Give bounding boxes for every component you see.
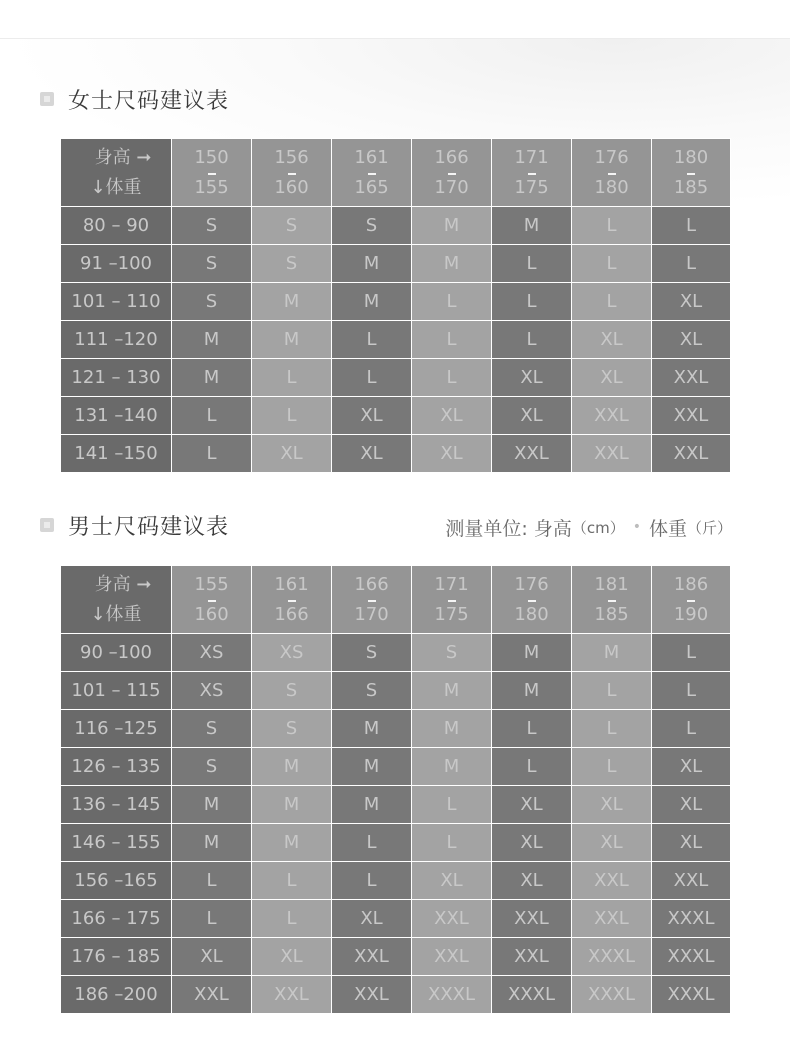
men-size-table — [60, 565, 731, 1014]
women-title-text: 女士尺码建议表 — [68, 88, 230, 114]
size-cell: M — [252, 321, 332, 359]
table-row — [61, 824, 731, 862]
height-range-start: 176 — [572, 143, 651, 173]
size-cell: M — [412, 672, 492, 710]
size-cell: L — [492, 283, 572, 321]
women-size-table — [60, 138, 731, 473]
weight-range-cell: 90 –100 — [61, 634, 172, 672]
table-row — [61, 862, 731, 900]
size-cell: XXL — [252, 976, 332, 1014]
size-cell: L — [252, 862, 332, 900]
weight-range-cell: 131 –140 — [61, 397, 172, 435]
height-range-start: 186 — [652, 570, 730, 600]
height-range-start: 161 — [252, 570, 331, 600]
size-cell: S — [332, 634, 412, 672]
size-cell: XXL — [172, 976, 252, 1014]
size-cell: XXL — [652, 397, 731, 435]
size-cell: M — [252, 824, 332, 862]
size-cell: L — [572, 748, 652, 786]
height-header-cell — [652, 139, 731, 207]
size-cell: M — [332, 786, 412, 824]
size-cell: L — [412, 283, 492, 321]
height-range-start: 180 — [652, 143, 730, 173]
table-row — [61, 397, 731, 435]
size-cell: XXXL — [572, 938, 652, 976]
size-cell: S — [172, 245, 252, 283]
size-cell: L — [172, 397, 252, 435]
size-cell: XS — [252, 634, 332, 672]
size-cell: S — [172, 207, 252, 245]
size-cell: L — [332, 824, 412, 862]
weight-range-cell: 176 – 185 — [61, 938, 172, 976]
size-cell: L — [572, 245, 652, 283]
height-range-start: 161 — [332, 143, 411, 173]
weight-axis-label: ↓体重 — [90, 603, 142, 625]
height-range-end: 160 — [274, 176, 309, 198]
size-cell: M — [172, 786, 252, 824]
size-cell: XL — [652, 786, 731, 824]
size-cell: XXXL — [572, 976, 652, 1014]
size-cell: XL — [572, 824, 652, 862]
size-cell: S — [412, 634, 492, 672]
square-bullet-icon — [40, 92, 54, 106]
corner-cell — [61, 139, 172, 207]
size-cell: S — [252, 672, 332, 710]
size-cell: S — [172, 710, 252, 748]
height-range-end: 170 — [434, 176, 469, 198]
size-cell: M — [172, 359, 252, 397]
size-cell: XL — [492, 397, 572, 435]
weight-range-cell: 156 –165 — [61, 862, 172, 900]
size-cell: L — [172, 900, 252, 938]
separator-dot: • — [632, 519, 641, 535]
height-range-end: 175 — [434, 603, 469, 625]
table-row — [61, 359, 731, 397]
weight-range-cell: 80 – 90 — [61, 207, 172, 245]
table-row — [61, 634, 731, 672]
table-row — [61, 976, 731, 1014]
height-header-cell — [412, 139, 492, 207]
weight-range-cell: 121 – 130 — [61, 359, 172, 397]
size-cell: L — [172, 435, 252, 473]
size-cell: M — [332, 245, 412, 283]
height-header-cell — [572, 566, 652, 634]
size-cell: XL — [652, 283, 731, 321]
size-cell: XXL — [572, 435, 652, 473]
top-bar — [0, 0, 790, 39]
table-header-row — [61, 139, 731, 207]
size-cell: L — [652, 710, 731, 748]
height-header-cell — [332, 566, 412, 634]
table-row — [61, 748, 731, 786]
size-cell: XXL — [412, 900, 492, 938]
height-header-cell — [492, 139, 572, 207]
height-range-end: 170 — [354, 603, 389, 625]
weight-range-cell: 166 – 175 — [61, 900, 172, 938]
weight-range-cell: 91 –100 — [61, 245, 172, 283]
weight-range-cell: 146 – 155 — [61, 824, 172, 862]
size-cell: XL — [492, 359, 572, 397]
size-cell: XXXL — [492, 976, 572, 1014]
height-range-start: 181 — [572, 570, 651, 600]
size-cell: XL — [332, 435, 412, 473]
weight-range-cell: 116 –125 — [61, 710, 172, 748]
size-cell: M — [172, 321, 252, 359]
size-cell: M — [172, 824, 252, 862]
size-cell: XL — [652, 748, 731, 786]
size-cell: XL — [572, 321, 652, 359]
weight-range-cell: 141 –150 — [61, 435, 172, 473]
height-unit: （cm） — [571, 518, 625, 537]
size-cell: S — [172, 283, 252, 321]
size-cell: L — [652, 634, 731, 672]
size-cell: M — [332, 748, 412, 786]
height-header-cell — [172, 139, 252, 207]
size-cell: XL — [652, 321, 731, 359]
square-bullet-icon — [40, 518, 54, 532]
size-cell: S — [332, 672, 412, 710]
size-cell: XL — [252, 938, 332, 976]
height-range-start: 176 — [492, 570, 571, 600]
height-range-start: 150 — [172, 143, 251, 173]
height-range-end: 180 — [594, 176, 629, 198]
size-cell: M — [492, 207, 572, 245]
size-cell: M — [252, 786, 332, 824]
height-range-end: 190 — [673, 603, 709, 625]
size-cell: XL — [412, 862, 492, 900]
size-cell: L — [332, 321, 412, 359]
weight-range-cell: 111 –120 — [61, 321, 172, 359]
size-cell: XXL — [332, 976, 412, 1014]
size-cell: L — [332, 359, 412, 397]
size-cell: L — [412, 321, 492, 359]
height-range-end: 185 — [594, 603, 629, 625]
size-cell: XL — [332, 900, 412, 938]
table-row — [61, 283, 731, 321]
size-cell: XL — [492, 824, 572, 862]
table-row — [61, 938, 731, 976]
size-cell: XXXL — [652, 938, 731, 976]
table-header-row — [61, 566, 731, 634]
height-range-end: 180 — [514, 603, 549, 625]
size-cell: L — [332, 862, 412, 900]
height-range-end: 175 — [514, 176, 549, 198]
size-cell: S — [252, 207, 332, 245]
size-cell: XL — [172, 938, 252, 976]
size-cell: XL — [332, 397, 412, 435]
size-cell: M — [492, 672, 572, 710]
size-cell: XL — [412, 397, 492, 435]
size-cell: M — [252, 283, 332, 321]
height-axis-label: 身高 ➞ — [94, 573, 152, 595]
height-header-cell — [652, 566, 731, 634]
unit-label: 测量单位: 身高 — [445, 517, 572, 540]
size-cell: M — [572, 634, 652, 672]
height-header-cell — [492, 566, 572, 634]
height-range-start: 166 — [412, 143, 491, 173]
height-header-cell — [332, 139, 412, 207]
height-axis-label: 身高 ➞ — [94, 146, 152, 168]
size-cell: L — [492, 748, 572, 786]
height-range-end: 166 — [274, 603, 309, 625]
size-cell: S — [332, 207, 412, 245]
height-range-start: 155 — [172, 570, 251, 600]
weight-label: 体重 — [648, 517, 687, 540]
size-cell: L — [172, 862, 252, 900]
size-cell: L — [252, 900, 332, 938]
table-row — [61, 207, 731, 245]
size-cell: XXL — [412, 938, 492, 976]
size-cell: M — [492, 634, 572, 672]
table-row — [61, 786, 731, 824]
table-row — [61, 321, 731, 359]
height-header-cell — [252, 566, 332, 634]
weight-range-cell: 101 – 115 — [61, 672, 172, 710]
table-row — [61, 245, 731, 283]
size-cell: L — [652, 245, 731, 283]
height-range-start: 171 — [492, 143, 571, 173]
size-cell: XL — [572, 359, 652, 397]
size-cell: M — [332, 283, 412, 321]
size-cell: M — [412, 710, 492, 748]
corner-cell — [61, 566, 172, 634]
height-header-cell — [572, 139, 652, 207]
table-row — [61, 710, 731, 748]
size-cell: S — [252, 710, 332, 748]
measurement-unit-note — [445, 512, 732, 542]
size-cell: XXXL — [652, 976, 731, 1014]
size-cell: XL — [412, 435, 492, 473]
weight-range-cell: 136 – 145 — [61, 786, 172, 824]
size-cell: XXL — [492, 938, 572, 976]
size-cell: XXL — [492, 435, 572, 473]
women-section-title — [40, 84, 229, 114]
men-title-text: 男士尺码建议表 — [68, 514, 230, 540]
size-cell: XXL — [652, 359, 731, 397]
size-cell: XXXL — [652, 900, 731, 938]
men-section-title — [40, 510, 229, 540]
size-cell: M — [412, 207, 492, 245]
size-cell: XL — [252, 435, 332, 473]
weight-axis-label: ↓体重 — [90, 176, 142, 198]
height-header-cell — [172, 566, 252, 634]
size-cell: XXL — [492, 900, 572, 938]
size-cell: L — [572, 207, 652, 245]
size-cell: L — [412, 824, 492, 862]
height-range-end: 160 — [194, 603, 229, 625]
weight-range-cell: 101 – 110 — [61, 283, 172, 321]
size-cell: L — [252, 359, 332, 397]
size-cell: XXL — [652, 435, 731, 473]
height-range-end: 185 — [673, 176, 709, 198]
size-cell: L — [412, 786, 492, 824]
size-cell: L — [492, 245, 572, 283]
height-range-start: 166 — [332, 570, 411, 600]
table-row — [61, 672, 731, 710]
size-cell: M — [252, 748, 332, 786]
size-cell: L — [492, 321, 572, 359]
size-cell: L — [412, 359, 492, 397]
size-cell: L — [252, 397, 332, 435]
size-cell: S — [172, 748, 252, 786]
size-cell: XS — [172, 634, 252, 672]
size-cell: XL — [572, 786, 652, 824]
weight-unit: （斤） — [686, 518, 732, 537]
size-cell: XL — [492, 862, 572, 900]
size-cell: S — [252, 245, 332, 283]
size-cell: XXL — [332, 938, 412, 976]
height-range-start: 171 — [412, 570, 491, 600]
size-cell: L — [572, 283, 652, 321]
size-cell: XL — [492, 786, 572, 824]
size-cell: M — [332, 710, 412, 748]
table-row — [61, 900, 731, 938]
size-cell: L — [492, 710, 572, 748]
height-range-end: 155 — [194, 176, 229, 198]
size-cell: M — [412, 245, 492, 283]
height-range-end: 165 — [354, 176, 389, 198]
size-cell: XL — [652, 824, 731, 862]
height-range-start: 156 — [252, 143, 331, 173]
size-cell: L — [652, 672, 731, 710]
size-cell: L — [572, 672, 652, 710]
height-header-cell — [252, 139, 332, 207]
weight-range-cell: 186 –200 — [61, 976, 172, 1014]
size-cell: M — [412, 748, 492, 786]
height-header-cell — [412, 566, 492, 634]
size-cell: L — [652, 207, 731, 245]
size-cell: L — [572, 710, 652, 748]
size-cell: XXL — [572, 862, 652, 900]
table-row — [61, 435, 731, 473]
size-cell: XXL — [572, 397, 652, 435]
weight-range-cell: 126 – 135 — [61, 748, 172, 786]
size-cell: XXXL — [412, 976, 492, 1014]
size-cell: XS — [172, 672, 252, 710]
size-cell: XXL — [572, 900, 652, 938]
size-cell: XXL — [652, 862, 731, 900]
